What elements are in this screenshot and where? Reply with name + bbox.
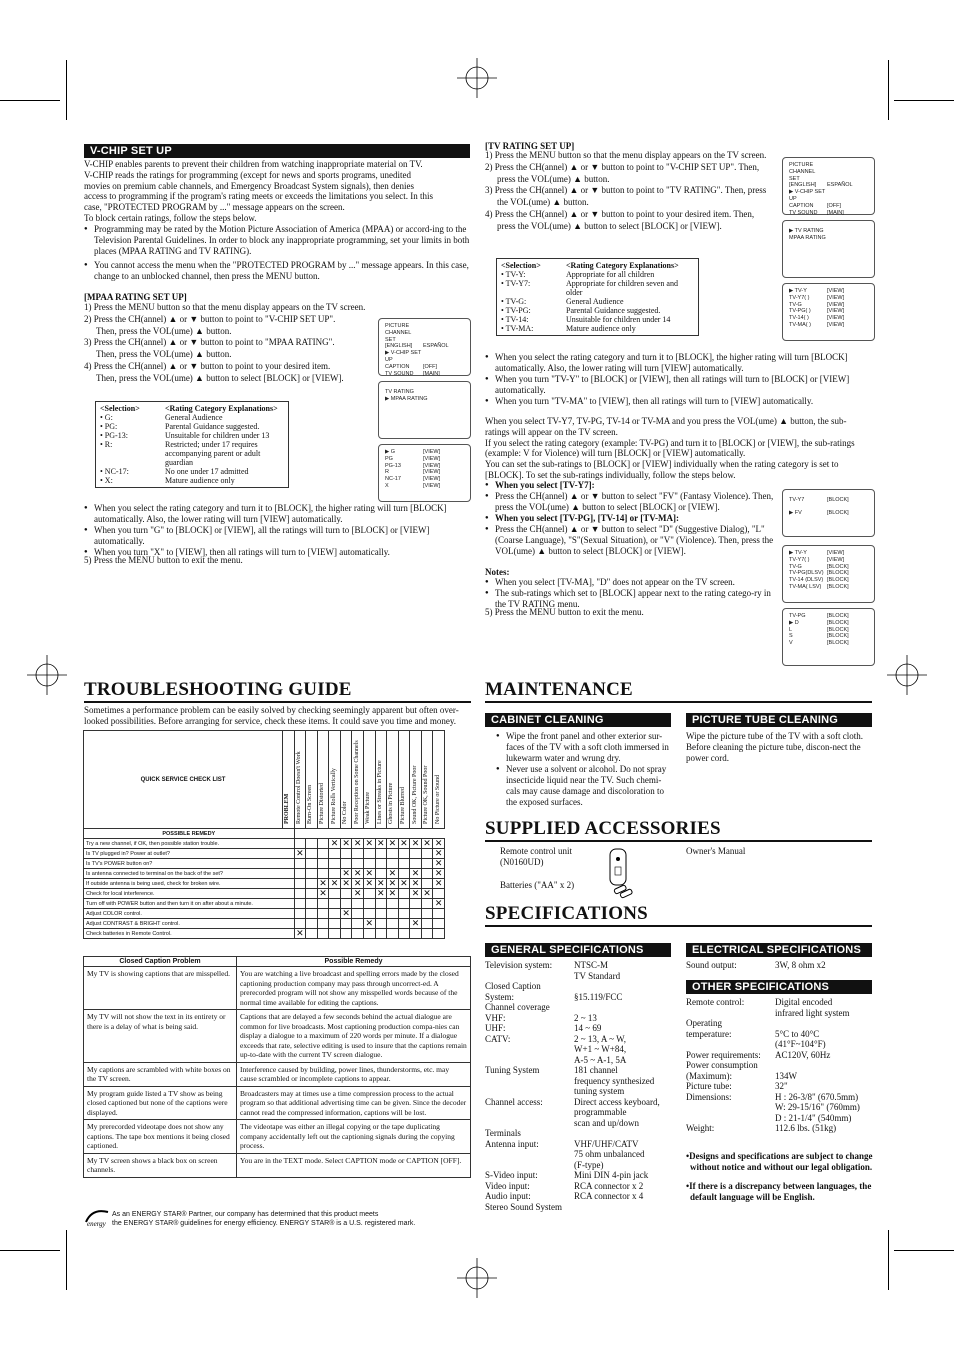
- trouble-intro: Sometimes a performance problem can be easily solved by checking seemingly apparent but often over-looked possibilities. Before arranging for service, check these items. It could save you time and money.: [84, 705, 459, 726]
- spec-row: Dimensions: H : 26-3/8" (670.5mm): [686, 1091, 859, 1102]
- gen-spec-list: [485, 960, 680, 1212]
- check-cell: ✕: [433, 859, 445, 869]
- elec-spec-list: [686, 960, 872, 971]
- check-cell: [410, 899, 422, 909]
- table-row: [84, 929, 445, 939]
- spec-row: System: §15.119/FCC: [485, 991, 623, 1002]
- table-row: My program guide listed a TV show as being closed captioned but none of the captions were displayed. Broadcasters may at times use a time compression process to the actual program so that additional advertising time can be given. Since the decoder cannot read the compressed information, captions will be lost.: [84, 1086, 471, 1120]
- check-cell: [340, 849, 352, 859]
- mpaa-rating-table: <Selection> <Rating Category Explanations> • G: General Audience • PG: Parental Guidance suggested. • PG-13: Unsuitable for children under 13 • R: Restricted; under 17 requires accompanying parent or adult guardian • NC-17: No one under 17 admitted • X: Mature audience only: [95, 401, 289, 488]
- remedy-label: Check for local interference.: [84, 889, 295, 899]
- spec-row: scan and up/down: [574, 1117, 639, 1128]
- osd-sub: ▶ TV-Y [VIEW] TV-Y7( ) [VIEW] TV-G [BLOCK] TV-PG(DLSV) [BLOCK] TV-14 (DLSV) [BLOCK] TV-MA( LSV) [BLOCK]: [782, 545, 875, 603]
- spec-row: VHF: 2 ~ 13: [485, 1012, 597, 1023]
- check-cell: [421, 859, 433, 869]
- remedy-label: Is antenna connected to terminal on the back of the set?: [84, 869, 295, 879]
- spec-row: 75 ohm unbalanced: [574, 1149, 645, 1159]
- check-cell: [340, 929, 352, 939]
- check-cell: [306, 889, 318, 899]
- spec-row: infrared light system: [775, 1007, 850, 1018]
- check-cell: ✕: [352, 889, 364, 899]
- osd-y7: TV-Y7 [BLOCK] ▶ FV [BLOCK]: [782, 489, 875, 537]
- check-cell: [421, 869, 433, 879]
- check-cell: [398, 929, 410, 939]
- remedy-label: Adjust CONTRAST & BRIGHT control.: [84, 919, 295, 929]
- check-cell: [306, 919, 318, 929]
- check-cell: ✕: [317, 889, 329, 899]
- check-cell: [363, 899, 375, 909]
- check-cell: [294, 869, 306, 879]
- check-cell: [340, 889, 352, 899]
- remedy-label: Try a new channel, if OK, then possible station trouble.: [84, 839, 295, 849]
- crop-mark: [66, 60, 67, 120]
- tvr-bullets: ● When you select the rating category and turn it to [BLOCK], the higher rating will turn [BLOCK] automatically. Also, the lower rating will turn [VIEW] automatically. ● When you turn "TV-Y" to [BLOCK] or [VIEW], then all ratings will turn to [BLOCK] or [VIEW] automatically. ● When you turn "TV-MA" to [VIEW], then all ratings will turn to [VIEW] automatically.: [485, 352, 870, 407]
- acc-batteries: Batteries ("AA" x 2): [500, 880, 575, 890]
- mpaa-steps: 1) Press the MENU button so that the menu display appears on the TV screen. 2) Press the CH(annel) ▲ or ▼ button to point to "V-CHIP SET UP". Then, press the VOL(ume) ▲ button. 3) Press the CH(annel) ▲ or ▼ button to point to "MPAA RATING". Then, press the VOL(ume) ▲ button. 4) Press the CH(annel) ▲ or ▼ button to point to your desired item. Then, press the VOL(ume) ▲ button to select [BLOCK] or [VIEW].: [84, 302, 366, 383]
- spec-row: Operating: [686, 1018, 722, 1028]
- spec-row: (Maximum): 134W: [686, 1070, 797, 1081]
- check-cell: ✕: [363, 869, 375, 879]
- osd-menu-mpaa: PICTURE CHANNEL SET [ENGLISH] ESPAÑOL ▶ V-CHIP SET UP CAPTION [OFF] TV SOUND [MAIN]: [378, 318, 471, 376]
- check-cell: ✕: [433, 839, 445, 849]
- spec-row: CATV: 2 ~ 13, A ~ W,: [485, 1033, 627, 1044]
- check-cell: [375, 909, 387, 919]
- registration-mark: [457, 1258, 497, 1298]
- spec-row: Channel coverage: [485, 1002, 550, 1012]
- trouble-title: TROUBLESHOOTING GUIDE: [84, 679, 352, 700]
- table-row: My TV screen shows a black box on screen channels. You are in the TEXT mode. Select CAPTION mode or CAPTION [OFF].: [84, 1153, 471, 1177]
- check-cell: [387, 919, 399, 929]
- osd-mpaa-list: ▶ G [VIEW] PG [VIEW] PG-13 [VIEW] R [VIEW] NC-17 [VIEW] X [VIEW]: [378, 444, 471, 502]
- check-cell: [433, 889, 445, 899]
- check-cell: [294, 889, 306, 899]
- check-cell: [433, 919, 445, 929]
- spec-row: D : 21-1/4" (540mm): [775, 1112, 852, 1123]
- spec-row: W: 29-15/16" (760mm): [775, 1102, 860, 1112]
- osd-pg: TV-PG [BLOCK] ▶ D [BLOCK] L [BLOCK] S [BLOCK] V [BLOCK]: [782, 608, 875, 666]
- trouble-rule: [84, 701, 471, 703]
- check-cell: [387, 929, 399, 939]
- spec-row: UHF: 14 ~ 69: [485, 1023, 602, 1033]
- check-cell: [317, 929, 329, 939]
- check-cell: [317, 909, 329, 919]
- check-cell: ✕: [363, 919, 375, 929]
- spec-row: TV Standard: [574, 970, 621, 981]
- acc-remote: Remote control unit (N0160UD): [500, 846, 572, 867]
- osd-menu-tv: PICTURE CHANNEL SET [ENGLISH] ESPAÑOL ▶ V-CHIP SET UP CAPTION [OFF] TV SOUND [MAIN]: [782, 157, 875, 215]
- check-cell: [317, 869, 329, 879]
- remote-icon: [606, 847, 638, 899]
- check-cell: [340, 859, 352, 869]
- check-cell: [352, 859, 364, 869]
- remedy-label: Is TV's POWER button on?: [84, 859, 295, 869]
- check-cell: ✕: [340, 909, 352, 919]
- check-cell: [398, 849, 410, 859]
- spec-row: programmable: [574, 1107, 627, 1117]
- crop-mark: [66, 1230, 67, 1290]
- check-cell: [329, 909, 341, 919]
- check-cell: [329, 899, 341, 909]
- table-row: My prerecorded videotape does not show any captions. The tape box mentions it being closed captioned. The videotape was either an illegal copying or the tape duplicating company accidentally left out the captioning signals during the copying process.: [84, 1120, 471, 1154]
- energy-star-text: As an ENERGY STAR® Partner, our company has determined that this product meets the ENERGY STAR® guidelines for energy efficiency. ENERGY STAR® is a U.S. registered mark.: [112, 1211, 416, 1227]
- problem-col: Picture Blurred: [399, 787, 406, 824]
- check-cell: ✕: [352, 839, 364, 849]
- check-cell: ✕: [363, 839, 375, 849]
- tv-rating-table: <Selection> <Rating Category Explanations> • TV-Y: Appropriate for all children • TV-Y7: Appropriate for children seven and older • TV-G: General Audience • TV-PG: Parental Guidance suggested. • TV-14: Unsuitable for children under 14 • TV-MA: Mature audience only: [496, 258, 699, 336]
- other-spec-list: [686, 997, 872, 1134]
- tvr-sub-bullets: ● When you select [TV-Y7]: ● Press the CH(annel) ▲ or ▼ button to select "FV" (Fantasy Violence). Then, press the VOL(ume) ▲ button to select [BLOCK] or [VIEW]. ● When you select [TV-PG], [TV-14] or [TV-MA]: ● Press the CH(annel) ▲ or ▼ button to select "D" (Suggestive Dialog), "L"(Coarse Language), "S"(Sexual Situation), or "V" (Violence). Then, press the VOL(ume) ▲ button to select [BLOCK] or [VIEW].: [485, 480, 777, 557]
- check-cell: ✕: [340, 879, 352, 889]
- spec-row: Television system: NTSC-M: [485, 960, 609, 970]
- check-cell: [410, 849, 422, 859]
- registration-mark: [27, 655, 67, 695]
- check-cell: [398, 859, 410, 869]
- spec-row: Closed Caption: [485, 981, 541, 991]
- other-spec-title: OTHER SPECIFICATIONS: [686, 980, 872, 994]
- quick-check-table: [83, 730, 445, 939]
- check-cell: [363, 929, 375, 939]
- problem-col: Picture OK, Sound Poor: [423, 765, 430, 824]
- check-cell: ✕: [375, 879, 387, 889]
- spec-row: Tuning System 181 channel: [485, 1065, 618, 1075]
- check-cell: ✕: [294, 929, 306, 939]
- check-cell: ✕: [421, 889, 433, 899]
- table-row: [84, 879, 445, 889]
- check-cell: [306, 929, 318, 939]
- problem-col: Lines or Streaks in Picture: [376, 760, 383, 824]
- check-cell: [352, 909, 364, 919]
- tvr-para: When you select TV-Y7, TV-PG, TV-14 or TV-MA and you press the VOL(ume) ▲ button, the sub-ratings will appear on the TV screen. If you select the rating category (example: TV-PG) and turn it to [BLOCK] or [VIEW], the sub-ratings (example: V for Violence) will turn [BLOCK] or [VIEW] automatically. You can set the sub-ratings to [BLOCK] or [VIEW] individually when the rating category is set to [BLOCK]. To set the sub-ratings individually, follow the steps below.: [485, 416, 855, 480]
- check-cell: [329, 869, 341, 879]
- table-row: My captions are scrambled with white boxes on the TV screen. Interference caused by building, power lines, thunderstorms, etc. may cause scrambled or incomplete captions to appear.: [84, 1062, 471, 1086]
- check-cell: [294, 859, 306, 869]
- crop-mark: [894, 1250, 954, 1251]
- check-cell: ✕: [387, 839, 399, 849]
- problem-col: Burn-On Screen: [307, 784, 314, 824]
- check-cell: [352, 849, 364, 859]
- check-cell: ✕: [433, 869, 445, 879]
- check-cell: [375, 919, 387, 929]
- check-cell: ✕: [329, 839, 341, 849]
- spec-row: Terminals: [485, 1128, 521, 1138]
- spec-row: W+1 ~ W+84,: [574, 1044, 627, 1054]
- spec-title: SPECIFICATIONS: [485, 903, 648, 924]
- spec-row: Channel access: Direct access keyboard,: [485, 1096, 660, 1107]
- spec-row: Picture tube: 32": [686, 1081, 788, 1091]
- crop-mark: [888, 1230, 889, 1290]
- spec-row: Sound output: 3W, 8 ohm x2: [686, 960, 826, 970]
- spec-row: frequency synthesized: [574, 1075, 655, 1086]
- cc-remedy-header: Possible Remedy: [237, 957, 471, 967]
- check-cell: ✕: [352, 869, 364, 879]
- check-cell: [421, 919, 433, 929]
- table-row: My TV is showing captions that are misspelled. You are watching a live broadcast and spelling errors made by the closed captioning production company may pass through uncorrect-ed. A prerecorded program will not show any misspelled words because of the normal time available for editing the captions.: [84, 967, 471, 1010]
- problem-col: Weak Picture: [365, 791, 372, 824]
- problem-col: Poor Reception on Some Channels: [353, 740, 360, 824]
- check-cell: [433, 909, 445, 919]
- check-cell: [329, 889, 341, 899]
- tvr-steps: 1) Press the MENU button so that the menu display appears on the TV screen. 2) Press the CH(annel) ▲ or ▼ button to point to "V-CHIP SET UP". Then, press the VOL(ume) ▲ button. 3) Press the CH(annel) ▲ or ▼ button to point to "TV RATING". Then, press the VOL(ume) ▲ button. 4) Press the CH(annel) ▲ or ▼ button to point to your desired item. Then, press the VOL(ume) ▲ button to select [BLOCK] or [VIEW].: [485, 150, 767, 231]
- spec-row: Weight: 112.6 lbs. (51kg): [686, 1123, 837, 1133]
- tube-title: PICTURE TUBE CLEANING: [686, 713, 872, 727]
- remedy-header: POSSIBLE REMEDY: [84, 829, 295, 839]
- check-cell: [352, 919, 364, 929]
- spec-row: Stereo Sound System: [485, 1201, 563, 1212]
- check-cell: [421, 909, 433, 919]
- check-cell: ✕: [433, 879, 445, 889]
- vchip-bullets: ● Programming may be rated by the Motion Picture Association of America (MPAA) or accord-ing to the Television Parental Guidelines. In order to block any inappropriate programming, set your limits in both places (MPAA RATING and TV RATING). ● You cannot access the menu when the "PROTECTED PROGRAM by ..." message appears. In this case, change to an unblocked channel, then press the MENU button.: [84, 224, 470, 282]
- check-cell: ✕: [433, 899, 445, 909]
- check-cell: ✕: [421, 839, 433, 849]
- check-cell: ✕: [398, 839, 410, 849]
- tvr-title: [TV RATING SET UP]: [485, 141, 575, 151]
- check-cell: [329, 929, 341, 939]
- check-cell: [375, 929, 387, 939]
- crop-mark: [0, 100, 60, 101]
- acc-manual: Owner's Manual: [686, 846, 746, 856]
- check-cell: ✕: [410, 839, 422, 849]
- check-cell: ✕: [410, 889, 422, 899]
- check-cell: [398, 909, 410, 919]
- check-cell: ✕: [398, 879, 410, 889]
- table-row: [84, 849, 445, 859]
- problem-col: No Color: [342, 801, 349, 824]
- acc-title: SUPPLIED ACCESSORIES: [485, 818, 721, 839]
- table-row: [84, 919, 445, 929]
- check-cell: [329, 859, 341, 869]
- check-cell: [352, 929, 364, 939]
- check-cell: [387, 899, 399, 909]
- cabinet-title: CABINET CLEANING: [485, 713, 671, 727]
- remedy-label: Is TV plugged in? Power at outlet?: [84, 849, 295, 859]
- check-cell: ✕: [375, 839, 387, 849]
- check-cell: [421, 849, 433, 859]
- check-cell: [398, 899, 410, 909]
- spec-row: Antenna input: VHF/UHF/CATV: [485, 1138, 639, 1149]
- spec-rule: [485, 925, 872, 927]
- check-cell: ✕: [410, 919, 422, 929]
- acc-rule: [485, 840, 872, 842]
- check-cell: [294, 909, 306, 919]
- tube-text: Wipe the picture tube of the TV with a soft cloth. Before cleaning the picture tube, discon-nect the power cord.: [686, 731, 864, 763]
- crop-mark: [0, 1250, 60, 1251]
- energy-star-logo: [84, 1206, 110, 1228]
- check-cell: ✕: [317, 879, 329, 889]
- check-cell: [363, 849, 375, 859]
- check-cell: [306, 899, 318, 909]
- problem-col: Sound OK, Picture Poor: [411, 765, 418, 824]
- remedy-label: Adjust COLOR control.: [84, 909, 295, 919]
- check-cell: [294, 899, 306, 909]
- spec-row: Audio input: RCA connector x 4: [485, 1191, 644, 1201]
- notes-title: Notes:: [485, 567, 510, 577]
- check-cell: [363, 859, 375, 869]
- check-cell: [387, 849, 399, 859]
- remedy-label: If outside antenna is being used, check for broken wire.: [84, 879, 295, 889]
- check-cell: [306, 879, 318, 889]
- check-cell: [306, 909, 318, 919]
- table-row: My TV will not show the text in its entirety or there is a delay of what is being said. Captions that are delayed a few seconds behind the actual dialogue are common for live broadcasts. Most captioning production compa-nies can display a dialogue to a maximum of 220 words per minute. If a dialogue exceeds that rate, selective editing is used to insure that the captions remain up-to-date with the current TV screen dialogue.: [84, 1010, 471, 1063]
- spec-row: Video input: RCA connector x 2: [485, 1180, 644, 1191]
- check-cell: ✕: [340, 869, 352, 879]
- check-cell: ✕: [363, 879, 375, 889]
- quick-check-title: QUICK SERVICE CHECK LIST: [84, 731, 283, 829]
- problem-col: Remote Control Doesn't Work: [295, 751, 302, 824]
- spec-note-2: •If there is a discrepancy between languages, the default language will be English.: [686, 1181, 872, 1202]
- mpaa-bullets: ● When you select the rating category and turn it to [BLOCK], the higher rating will turn [BLOCK] automatically. Also, the lower rating will turn [VIEW] automatically. ● When you turn "G" to [BLOCK] or [VIEW], all the ratings will turn to [BLOCK] or [VIEW] automatically. ● When you turn "X" to [VIEW], then all ratings will turn to [VIEW] automatically.: [84, 503, 472, 558]
- svg-text:energy: energy: [87, 1220, 106, 1228]
- check-cell: [306, 849, 318, 859]
- check-cell: [410, 859, 422, 869]
- check-cell: [317, 849, 329, 859]
- table-row: [84, 889, 445, 899]
- check-cell: ✕: [340, 839, 352, 849]
- spec-row: A-5 ~ A-1, 5A: [574, 1054, 627, 1065]
- check-cell: [317, 919, 329, 929]
- registration-mark: [887, 655, 927, 695]
- check-cell: [421, 929, 433, 939]
- check-cell: ✕: [387, 889, 399, 899]
- check-cell: [375, 869, 387, 879]
- check-cell: [398, 919, 410, 929]
- table-row: [84, 859, 445, 869]
- problem-col: Picture Distorted: [319, 783, 326, 824]
- check-cell: ✕: [410, 879, 422, 889]
- check-cell: [294, 919, 306, 929]
- caption-table: [83, 956, 471, 1178]
- check-cell: ✕: [387, 879, 399, 889]
- registration-mark: [457, 58, 497, 98]
- check-cell: [306, 869, 318, 879]
- problem-col: Picture Rolls Vertically: [330, 768, 337, 824]
- check-cell: ✕: [433, 849, 445, 859]
- check-cell: [340, 899, 352, 909]
- spec-row: Power requirements: AC120V, 60Hz: [686, 1049, 831, 1060]
- check-cell: [375, 899, 387, 909]
- check-cell: [317, 859, 329, 869]
- check-cell: [410, 909, 422, 919]
- spec-row: Power consumption: [686, 1060, 758, 1070]
- maint-title: MAINTENANCE: [485, 679, 633, 700]
- check-cell: [421, 879, 433, 889]
- crop-mark: [888, 60, 889, 120]
- cc-problem-header: Closed Caption Problem: [84, 957, 237, 967]
- problem-header: PROBLEM: [283, 731, 295, 829]
- check-cell: [398, 869, 410, 879]
- spec-row: temperature: 5°C to 40°C: [686, 1028, 820, 1039]
- mpaa-title: [MPAA RATING SET UP]: [84, 292, 187, 302]
- spec-row: S-Video input: Mini DIN 4-pin jack: [485, 1170, 649, 1180]
- spec-row: (F-type): [574, 1159, 604, 1170]
- osd-rating-mpaa: TV RATING ▶ MPAA RATING: [378, 381, 471, 439]
- check-cell: [294, 879, 306, 889]
- check-cell: [375, 849, 387, 859]
- table-row: [84, 839, 445, 849]
- check-cell: [398, 889, 410, 899]
- tvr-step5: 5) Press the MENU button to exit the menu.: [485, 607, 644, 617]
- check-cell: [363, 909, 375, 919]
- spec-row: tuning system: [574, 1086, 625, 1096]
- check-cell: [421, 899, 433, 909]
- check-cell: ✕: [375, 889, 387, 899]
- table-row: [84, 899, 445, 909]
- spec-note-1: •Designs and specifications are subject to change without notice and without our legal obligation.: [686, 1151, 873, 1172]
- check-cell: [410, 929, 422, 939]
- check-cell: [317, 839, 329, 849]
- check-cell: [294, 839, 306, 849]
- table-row: [84, 909, 445, 919]
- check-cell: ✕: [352, 879, 364, 889]
- cabinet-text: ● Wipe the front panel and other exterior sur-faces of the TV with a soft cloth immersed in lukewarm water and wrung dry. ● Never use a solvent or alcohol. Do not spray insecticide liquid near the TV. Such chemi-cals may cause damage and discoloration to the exposed surfaces.: [496, 731, 672, 808]
- spec-row: Remote control: Digital encoded: [686, 997, 833, 1007]
- vchip-title: V-CHIP SET UP: [84, 144, 470, 158]
- crop-mark: [894, 100, 954, 101]
- remedy-label: Check batteries in Remote Control.: [84, 929, 295, 939]
- check-cell: ✕: [410, 869, 422, 879]
- check-cell: ✕: [387, 869, 399, 879]
- check-cell: [306, 859, 318, 869]
- notes-list: ● When you select [TV-MA], "D" does not appear on the TV screen. ● The sub-ratings which set to [BLOCK] appear next to the rating catego-ry in the TV RATING menu.: [485, 577, 780, 610]
- problem-col: No Picture or Sound: [434, 774, 441, 824]
- check-cell: ✕: [329, 879, 341, 889]
- check-cell: [340, 919, 352, 929]
- check-cell: [433, 929, 445, 939]
- mpaa-step5: 5) Press the MENU button to exit the menu.: [84, 555, 243, 565]
- osd-tv-list: ▶ TV-Y [VIEW] TV-Y7( ) [VIEW] TV-G [VIEW] TV-PG( ) [VIEW] TV-14( ) [VIEW] TV-MA( ) [VIEW]: [782, 283, 875, 341]
- check-cell: [387, 859, 399, 869]
- vchip-intro: V-CHIP enables parents to prevent their children from watching inappropriate material on TV. V-CHIP reads the ratings for programming (except for news and sports programs, unedited movies on premium cable channels, and Emergency Broadcast System signals), then denies access to programming if the program's rating meets or exceeds the limitations you select. In this case, "PROTECTED PROGRAM by ..." message appears on the screen. To block certain ratings, follow the steps below.: [84, 159, 434, 223]
- spec-row: (41°F~104°F): [775, 1039, 826, 1049]
- check-cell: [329, 919, 341, 929]
- check-cell: [329, 849, 341, 859]
- remedy-label: Turn off with POWER button and then turn it on after about a minute.: [84, 899, 295, 909]
- check-cell: [352, 899, 364, 909]
- gen-spec-title: GENERAL SPECIFICATIONS: [485, 943, 671, 957]
- table-row: [84, 869, 445, 879]
- check-cell: [363, 889, 375, 899]
- check-cell: [375, 859, 387, 869]
- check-cell: [306, 839, 318, 849]
- check-cell: ✕: [294, 849, 306, 859]
- problem-col: Ghosts in Picture: [388, 782, 395, 824]
- check-cell: [387, 909, 399, 919]
- elec-spec-title: ELECTRICAL SPECIFICATIONS: [686, 943, 872, 957]
- maint-rule: [485, 701, 872, 703]
- osd-rating-tv: ▶ TV RATING MPAA RATING: [782, 220, 875, 278]
- check-cell: [317, 899, 329, 909]
